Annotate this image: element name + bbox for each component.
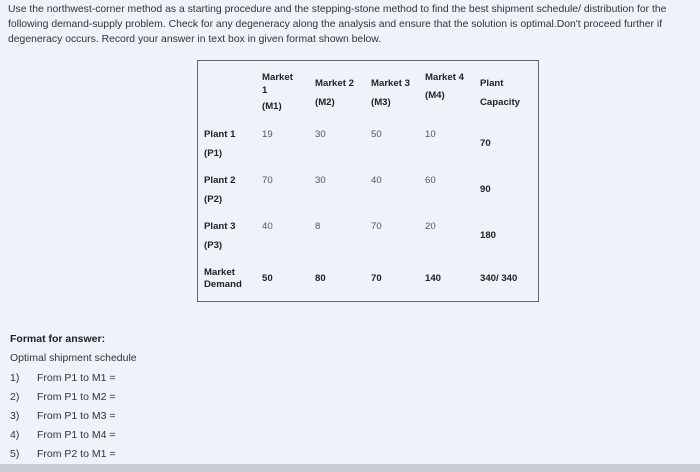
transportation-table [197, 60, 539, 302]
header-m2: Market 2 [315, 78, 354, 89]
demand-m2: 80 [315, 273, 326, 284]
list-item-number: 5) [10, 448, 20, 460]
demand-label-line1: Market [204, 267, 235, 278]
header-capacity-line2: Capacity [480, 97, 520, 108]
list-item-text: From P1 to M1 = [37, 372, 116, 384]
header-m4: Market 4 [425, 72, 464, 83]
cost-p3-m3: 70 [371, 221, 382, 232]
list-item-text: From P1 to M2 = [37, 391, 116, 403]
list-item-text: From P1 to M3 = [37, 410, 116, 422]
demand-m4: 140 [425, 273, 442, 284]
header-capacity-line1: Plant [480, 78, 504, 89]
header-m2-code: (M2) [315, 97, 335, 108]
header-m1-line2: 1 [262, 85, 268, 96]
demand-m3: 70 [371, 273, 382, 284]
capacity-p2: 90 [480, 184, 491, 195]
list-item-number: 1) [10, 372, 20, 384]
cost-p2-m2: 30 [315, 175, 326, 186]
demand-m1: 50 [262, 273, 273, 284]
row-p2-plant: Plant 2 [204, 175, 236, 186]
header-m4-code: (M4) [425, 90, 445, 101]
list-item-number: 2) [10, 391, 20, 403]
cost-p3-m1: 40 [262, 221, 273, 232]
row-p2-code: (P2) [204, 194, 223, 205]
row-p3-code: (P3) [204, 240, 223, 251]
format-title: Format for answer: [10, 333, 106, 345]
list-item-text: From P1 to M4 = [37, 429, 116, 441]
format-subtitle: Optimal shipment schedule [10, 352, 137, 364]
header-m1-line1: Market [262, 72, 293, 83]
demand-label-line2: Demand [204, 279, 242, 290]
cost-p2-m3: 40 [371, 175, 382, 186]
header-m3: Market 3 [371, 78, 410, 89]
capacity-p1: 70 [480, 138, 491, 149]
cost-p1-m4: 10 [425, 129, 436, 140]
cost-p3-m4: 20 [425, 221, 436, 232]
list-item-text: From P2 to M1 = [37, 448, 116, 460]
row-p1-code: (P1) [204, 148, 223, 159]
cost-p2-m4: 60 [425, 175, 436, 186]
header-m3-code: (M3) [371, 97, 391, 108]
list-item-number: 4) [10, 429, 20, 441]
header-m1-code: (M1) [262, 101, 282, 112]
cost-p3-m2: 8 [315, 221, 321, 232]
row-p3-plant: Plant 3 [204, 221, 236, 232]
cost-p1-m2: 30 [315, 129, 326, 140]
question-prompt: Use the northwest-corner method as a starting procedure and the stepping-stone method to find the best shipment schedule/ distribution for the following demand-supply problem. Check for any degeneracy along the analysis and ensure that the solution is optimal.Don't proceed further if degeneracy occurs. Record your answer in text box in given format shown below. [8, 4, 667, 45]
list-item-number: 3) [10, 410, 20, 422]
horizontal-scrollbar[interactable] [0, 464, 700, 472]
cost-p2-m1: 70 [262, 175, 273, 186]
cost-p1-m3: 50 [371, 129, 382, 140]
row-p1-plant: Plant 1 [204, 129, 236, 140]
demand-total: 340/ 340 [480, 273, 518, 284]
cost-p1-m1: 19 [262, 129, 273, 140]
capacity-p3: 180 [480, 230, 497, 241]
